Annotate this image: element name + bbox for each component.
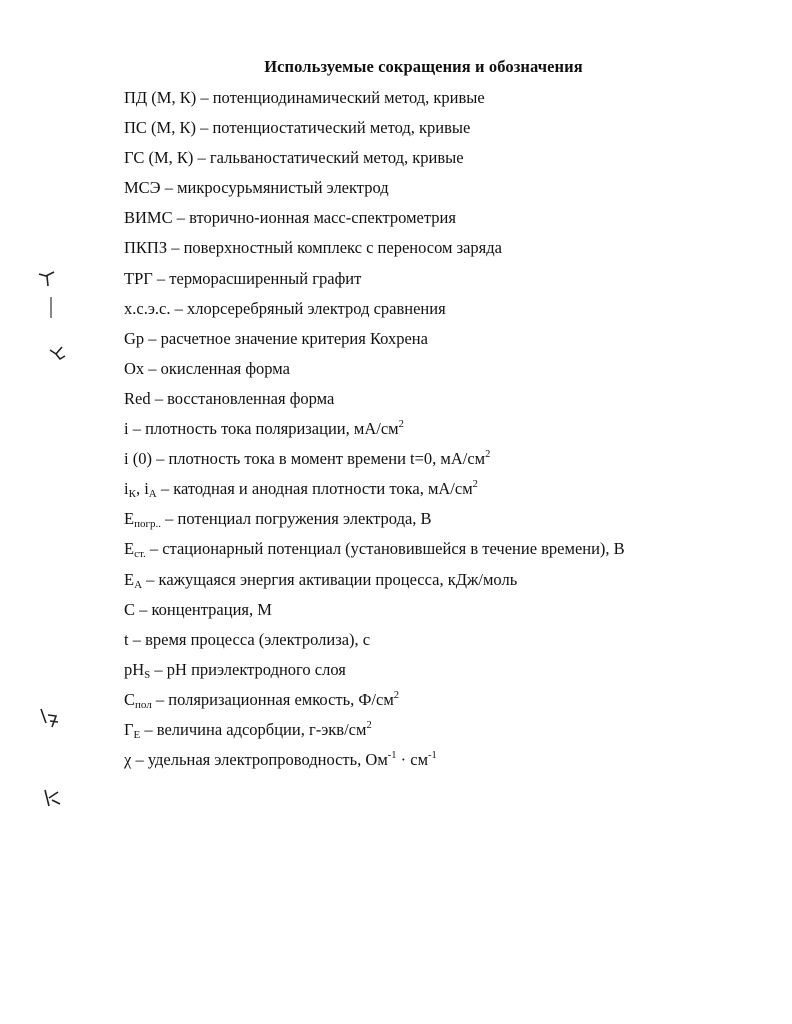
list-item-est: $E_{ст.}$ – стационарный потенциал (установившейся в течение времени), В	[124, 539, 625, 561]
list-item-red: Red – восстановленная форма	[124, 388, 335, 408]
list-item-ps: ПС (М, К) – потенциостатический метод, кривые	[124, 118, 471, 138]
list-item-ea: $E_A$ – кажущаяся энергия активации процесса, кДж/моль	[124, 569, 518, 591]
list-item-phs: $pH_S$ – рН приэлектродного слоя	[124, 659, 346, 681]
list-item-i0: i (0) – плотность тока в момент времени t=0, $мА/см^2$	[124, 449, 491, 469]
scan-mark-5-icon	[40, 786, 64, 810]
list-item-gamma: $Г_E$ – величина адсорбции, $г-экв/см^2$	[124, 719, 372, 741]
list-item-vims: ВИМС – вторично-ионная масс-спектрометрия	[124, 208, 456, 228]
scan-mark-2-icon	[48, 296, 54, 320]
scan-mark-4-icon	[38, 707, 62, 731]
scan-mark-3-icon	[48, 342, 68, 362]
list-item-pd: ПД (М, К) – потенциодинамический метод, кривые	[124, 88, 485, 107]
list-item-chi: χ – удельная электропроводность, $Ом^{-1} \cdot см^{-1}$	[124, 750, 437, 770]
list-item-i: i – плотность тока поляризации, $мА/см^2$	[124, 419, 404, 439]
abbreviations-list	[124, 86, 625, 778]
list-item-hses: х.с.э.с. – хлорсеребряный электрод сравнения	[124, 298, 446, 318]
list-item-epogr: $E_{погр..}$ – потенциал погружения электрода, В	[124, 509, 432, 531]
page-title: Используемые сокращения и обозначения	[264, 57, 583, 76]
list-item-mse: МСЭ – микросурьмянистый электрод	[124, 178, 389, 198]
list-item-gs: ГС (М, К) – гальваностатический метод, кривые	[124, 148, 464, 168]
list-item-t: t – время процесса (электролиза), с	[124, 629, 371, 649]
list-item-trg: ТРГ – терморасширенный графит	[124, 268, 362, 288]
list-item-gp: Gр – расчетное значение критерия Кохрена	[124, 328, 428, 348]
list-item-cpol: $С_{пол}$ – поляризационная емкость, $Ф/см^2$	[124, 689, 400, 711]
scan-mark-1-icon	[36, 266, 58, 288]
list-item-pkpz: ПКПЗ – поверхностный комплекс с переносом заряда	[124, 238, 502, 258]
list-item-c: С – концентрация, М	[124, 599, 272, 619]
list-item-ika: $i_К$, $i_А$ – катодная и анодная плотности тока, $мА/см^2$	[124, 479, 478, 501]
list-item-ox: Ох – окисленная форма	[124, 358, 290, 378]
